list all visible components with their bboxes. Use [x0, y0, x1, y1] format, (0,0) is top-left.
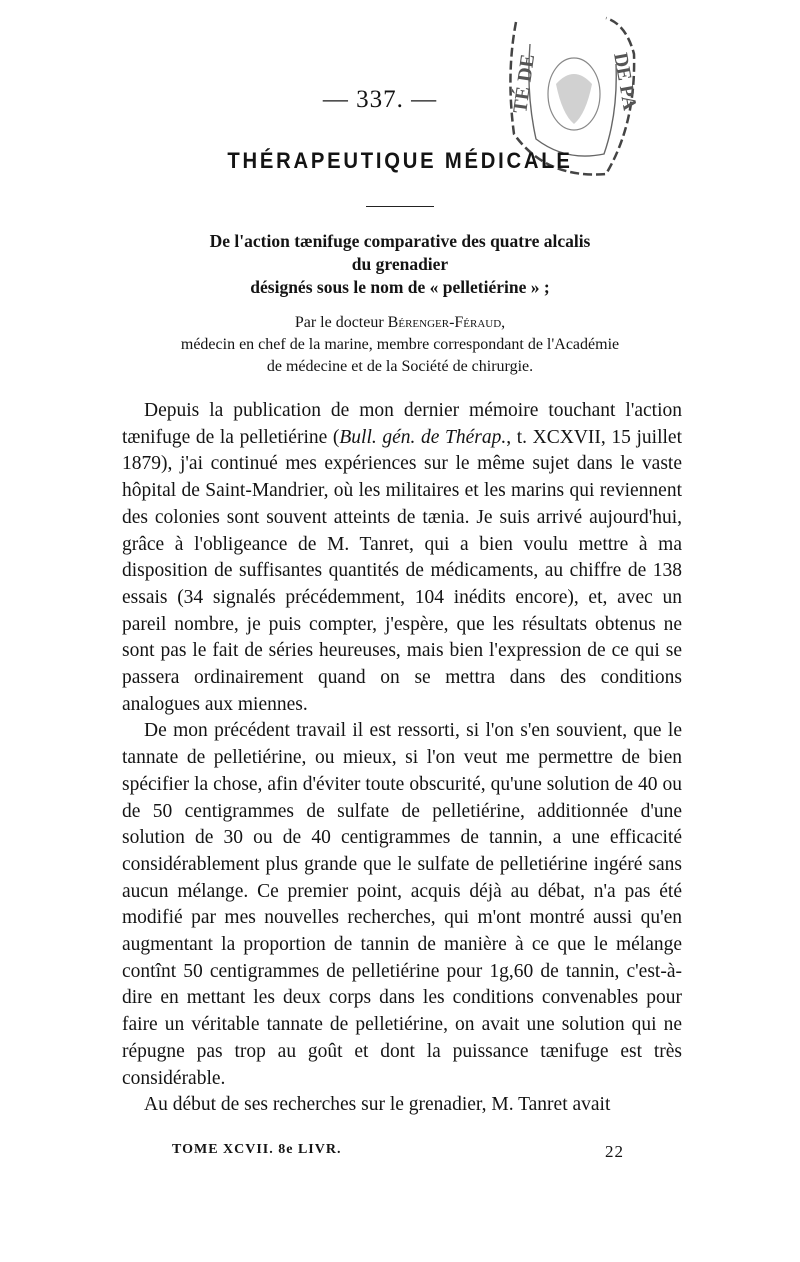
paragraph-1-start: Depuis la publication de mon dernier mémoire touchant l'action tænifuge de la pelletiérine (	[122, 400, 682, 448]
byline-author-line	[0, 312, 800, 334]
byline	[0, 312, 800, 378]
title-divider	[366, 206, 434, 207]
paragraph-2: De mon précédent travail il est ressorti, si l'on s'en souvient, que le tannate de pelletiérine, ou mieux, si l'on veut me permettre de bien spécifier la chose, afin d'éviter toute obscurité, qu'une solution de 40 ou de 50 centigrammes de sulfate de pelletiérine, additionnée d'une solution de 30 ou de 40 centigrammes de tannin, a une efficacité considérablement plus grande que le sulfate de pelletiérine ingéré sans aucun mélange. Ce premier point, acquis déjà au débat, n'a pas été modifié par mes nouvelles recherches, qui m'ont montré aussi qu'en augmentant la proportion de tannin de manière à ce que le mélange contînt 50 centigrammes de pelletiérine pour 1g,60 de tannin, c'est-à-dire en mettant les deux corps dans les conditions convenables pour faire un véritable tannate de pelletiérine, on avait une solution qui ne répugne pas trop au goût et dont la puissance tænifuge est très considérable.	[122, 720, 682, 1089]
article-title-line-2: du grenadier	[351, 254, 449, 274]
page-footer	[172, 1142, 624, 1161]
citation: Bull. gén. de Thérap.	[339, 426, 507, 448]
page-number: — 337. —	[322, 86, 438, 113]
volume-label: TOME XCVII. 8e LIVR.	[172, 1142, 342, 1157]
paragraph-3: Au début de ses recherches sur le grenadier, M. Tanret avait	[144, 1094, 611, 1116]
byline-affiliation-2: de médecine et de la Société de chirurgie.	[266, 358, 534, 375]
author-name: Bérenger-Féraud,	[387, 314, 506, 331]
paragraph-1-rest: , t. XCXVII, 15 juillet 1879), j'ai continué mes expériences sur le même sujet dans le vaste hôpital de Saint-Mandrier, où les militaires et les marins qui reviennent des colonies sont souvent atteints de tænia. Je suis arrivé aujourd'hui, grâce à l'obligeance de M. Tanret, qui a bien voulu mettre à ma disposition de suffisantes quantités de médicaments, au chiffre de 138 essais (34 signalés précédemment, 104 inédits encore), et, avec un pareil nombre, je puis compter, j'espère, que les résultats obtenus ne sont pas le fait de séries heureuses, mais bien l'expression de ce qui se passera ordinairement quand on se mettra dans des conditions analogues aux miennes.	[122, 426, 682, 715]
stamp-text-left: TÉ DE	[509, 52, 540, 115]
article-title	[0, 230, 800, 299]
section-heading: THÉRAPEUTIQUE MÉDICALE	[227, 148, 573, 173]
article-title-line-1: De l'action tænifuge comparative des quatre alcalis	[209, 231, 591, 251]
signature-mark: 22	[605, 1142, 624, 1161]
byline-prefix: Par le docteur	[294, 314, 388, 331]
byline-affiliation-1: médecin en chef de la marine, membre correspondant de l'Académie	[180, 336, 620, 353]
article-body	[122, 398, 682, 1119]
article-title-line-3: désignés sous le nom de « pelletiérine » ;	[250, 277, 550, 297]
paragraph-1	[122, 398, 682, 718]
stamp-text-right: DE PA	[609, 51, 641, 112]
